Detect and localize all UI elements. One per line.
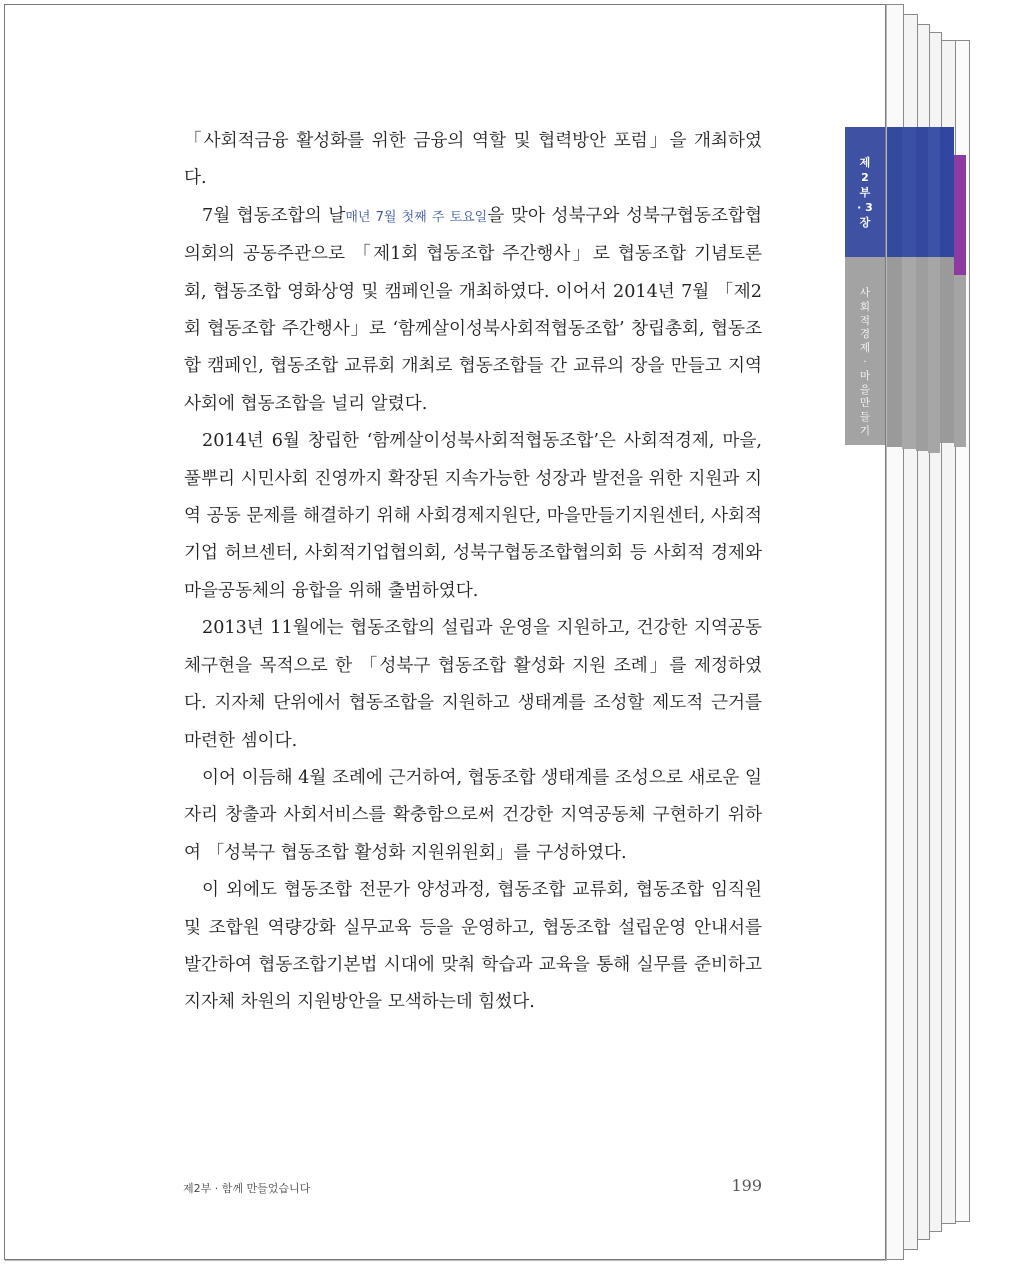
chapter-tab-label: 제2부 · 3장 xyxy=(857,156,873,229)
page-number: 199 xyxy=(731,1176,762,1195)
paragraph: 2014년 6월 창립한 ‘함께살이성북사회적협동조합’은 사회적경제, 마을, 풀뿌리 시민사회 진영까지 확장된 지속가능한 성장과 발전을 위한 지원과 지역 공동 문제를 해결하기 위해 사회경제지원단, 마을만들기지원센터, 사회적기업 허브센터, 사회적기업협의회, 성북구협동조합협의회 등 사회적 경제와 마을공동체의 융합을 위해 출범하였다. xyxy=(184,431,762,601)
paragraph: 2013년 11월에는 협동조합의 설립과 운영을 지원하고, 건강한 지역공동체구현을 목적으로 한 「성북구 협동조합 활성화 지원 조례」를 제정하였다. 지자체 단위에서 협동조합을 지원하고 생태계를 조성할 제도적 근거를 마련한 셈이다. xyxy=(184,618,762,751)
tab-edge xyxy=(902,127,916,270)
paragraph: 「사회적금융 활성화를 위한 금융의 역할 및 협력방안 포럼」을 개최하였다. xyxy=(184,131,762,189)
tab-edge xyxy=(940,127,954,274)
tab-edge xyxy=(940,257,954,443)
tab-edge xyxy=(885,257,902,447)
paragraph-text: 7월 협동조합의 날 xyxy=(202,205,346,226)
tab-edge xyxy=(928,127,940,273)
tab-edge xyxy=(916,257,928,451)
paragraph: 이어 이듬해 4월 조례에 근거하여, 협동조합 생태계를 조성으로 새로운 일자리 창출과 사회서비스를 확충함으로써 건강한 지역공동체 구현하기 위하여 「성북구 협동조합 활성화 지원위원회」를 구성하였다. xyxy=(184,767,762,863)
section-tab-label: 사회적경제 · 마을만들기 xyxy=(859,287,871,437)
tab-edge xyxy=(916,127,928,272)
chapter-tab xyxy=(845,127,885,257)
inline-note: 매년 7월 첫째 주 토요일 xyxy=(345,209,488,225)
body-text xyxy=(184,123,762,1022)
running-footer: 제2부 · 함께 만들었습니다 xyxy=(183,1182,311,1195)
tab-edge-purple xyxy=(954,155,966,275)
paragraph xyxy=(184,198,762,423)
section-tab xyxy=(845,257,885,445)
paragraph: 이 외에도 협동조합 전문가 양성과정, 협동조합 교류회, 협동조합 임직원 및 조합원 역량강화 실무교육 등을 운영하고, 협동조합 설립운영 안내서를 발간하여 협동조합기본법 시대에 맞춰 학습과 교육을 통해 실무를 준비하고 지자체 차원의 지원방안을 모색하는데 힘썼다. xyxy=(184,880,762,1013)
paragraph-text: 을 맞아 성북구와 성북구협동조합협의회의 공동주관으로 「제1회 협동조합 주간행사」로 협동조합 기념토론회, 협동조합 영화상영 및 캠페인을 개최하였다. 이어서 2014년 7월 「제2회 협동조합 주간행사」로 ‘함께살이성북사회적협동조합’ 창립총회, 협동조합 캠페인, 협동조합 교류회 개최로 협동조합들 간 교류의 장을 만들고 지역사회에 협동조합을 널리 알렸다. xyxy=(184,205,762,414)
tab-edge xyxy=(928,257,940,453)
tab-edge xyxy=(885,127,902,267)
tab-edge xyxy=(954,275,966,447)
tab-edge xyxy=(902,257,916,449)
